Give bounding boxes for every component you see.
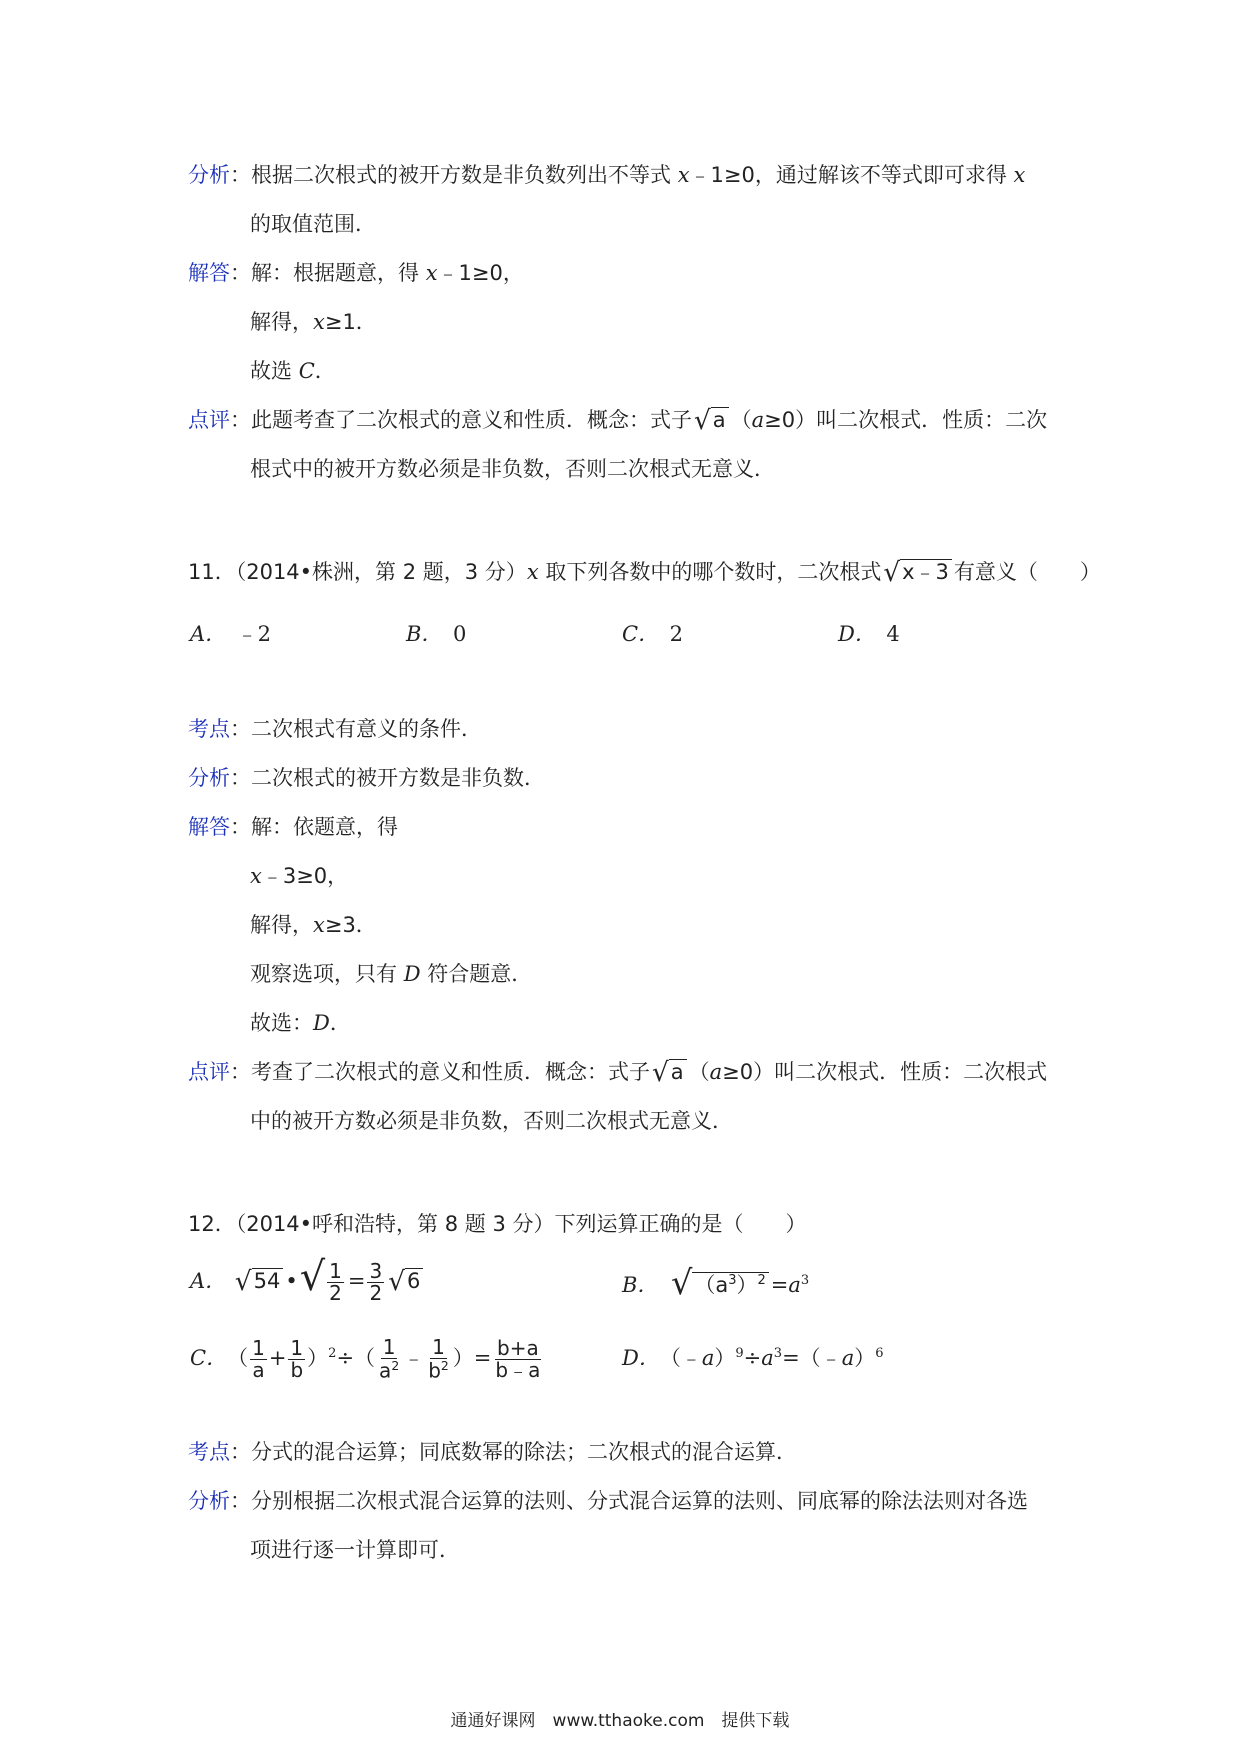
q10-explanation (188, 151, 1068, 494)
q11-option-d: D． 4 (838, 622, 900, 646)
q11-solution-line3: 解得，x≥3． (250, 913, 377, 937)
q12-options-row2 (188, 1319, 1068, 1389)
q12-point-line: 考点：分式的混合运算；同底数幂的除法；二次根式的混合运算． (188, 1440, 797, 1464)
analysis-label: 分析 (188, 163, 230, 187)
q11-comment-line2: 中的被开方数必须是非负数，否则二次根式无意义． (250, 1109, 733, 1133)
page-footer: 通通好课网 www.tthaoke.com 提供下载 (450, 1711, 790, 1731)
q11-comment-line1: 点评：考查了二次根式的意义和性质．概念：式子√a （a≥0）叫二次根式．性质：二次根式 (188, 1048, 1068, 1097)
q11-option-a: A． ﹣2 (190, 622, 272, 646)
q12-option-a: A． √54 •√ $\frac{1}{2}$ = $\frac{3}{2}$ √6 (190, 1251, 425, 1311)
analysis-label: 分析 (188, 766, 230, 790)
q11-stem: 11．（2014•株洲，第 2 题，3 分）x 取下列各数中的哪个数时，二次根式√x﹣3 有意义（ ） (188, 548, 1068, 597)
q11-solution-line4: 观察选项，只有 D 符合题意． (250, 962, 533, 986)
solution-label: 解答 (188, 261, 230, 285)
q10-solution-line3: 故选 C． (250, 359, 336, 383)
q11-solution-line2: x﹣3≥0， (250, 864, 349, 888)
q12-explanation (188, 1428, 1068, 1575)
q11-solution-line5: 故选：D． (250, 1011, 351, 1035)
solution-label: 解答 (188, 815, 230, 839)
q12-stem: 12．（2014•呼和浩特，第 8 题 3 分）下列运算正确的是（ ） (188, 1212, 807, 1236)
q12-option-b: B． $√(a^3)^2 =a^3$ (622, 1263, 810, 1302)
comment-label: 点评 (188, 1060, 230, 1084)
q12-options-row1 (188, 1251, 1068, 1311)
radical: √a (694, 396, 729, 445)
q12-option-d: D． $(﹣a)^9\div a^3=(﹣a)^6$ (622, 1346, 884, 1370)
q11-solution-line1: 解答：解：依题意，得 (188, 815, 398, 839)
radical: √a (652, 1048, 687, 1097)
q11-explanation (188, 705, 1068, 1146)
q12-option-c: C． （ $\frac{1}{a}$ + $\frac{1}{b}$ ）$^2$÷（ $\frac{1}{a^2}$ ﹣ $\frac{1}{b^2}$ ）= $\frac{b+a}{b﹣a}$ (190, 1335, 541, 1383)
question-11 (188, 548, 1101, 659)
q11-option-b: B． 0 (406, 622, 467, 646)
q12-analysis-line2: 项进行逐一计算即可． (250, 1538, 460, 1562)
q10-solution-line1: 解答：解：根据题意，得 x﹣1≥0， (188, 261, 524, 285)
point-label: 考点 (188, 1440, 230, 1464)
q10-solution-line2: 解得，x≥1． (250, 310, 377, 334)
radical: √x﹣3 (883, 548, 952, 597)
q11-options (188, 610, 1068, 659)
q12-analysis-line1: 分析：分别根据二次根式混合运算的法则、分式混合运算的法则、同底幂的除法法则对各选 (188, 1489, 1028, 1513)
q10-analysis-line1: 分析：根据二次根式的被开方数是非负数列出不等式 x﹣1≥0，通过解该不等式即可求得 x (188, 163, 1026, 187)
question-12 (188, 1200, 1068, 1389)
q11-option-c: C． 2 (622, 622, 683, 646)
analysis-label: 分析 (188, 1489, 230, 1513)
comment-label: 点评 (188, 408, 230, 432)
point-label: 考点 (188, 717, 230, 741)
q11-analysis-line: 分析：二次根式的被开方数是非负数． (188, 766, 545, 790)
q10-comment-line2: 根式中的被开方数必须是非负数，否则二次根式无意义． (250, 457, 775, 481)
q10-analysis-line2: 的取值范围． (250, 212, 376, 236)
q10-comment-line1: 点评：此题考查了二次根式的意义和性质．概念：式子√a （a≥0）叫二次根式．性质：二次 (188, 396, 1068, 445)
q11-point-line: 考点：二次根式有意义的条件． (188, 717, 482, 741)
